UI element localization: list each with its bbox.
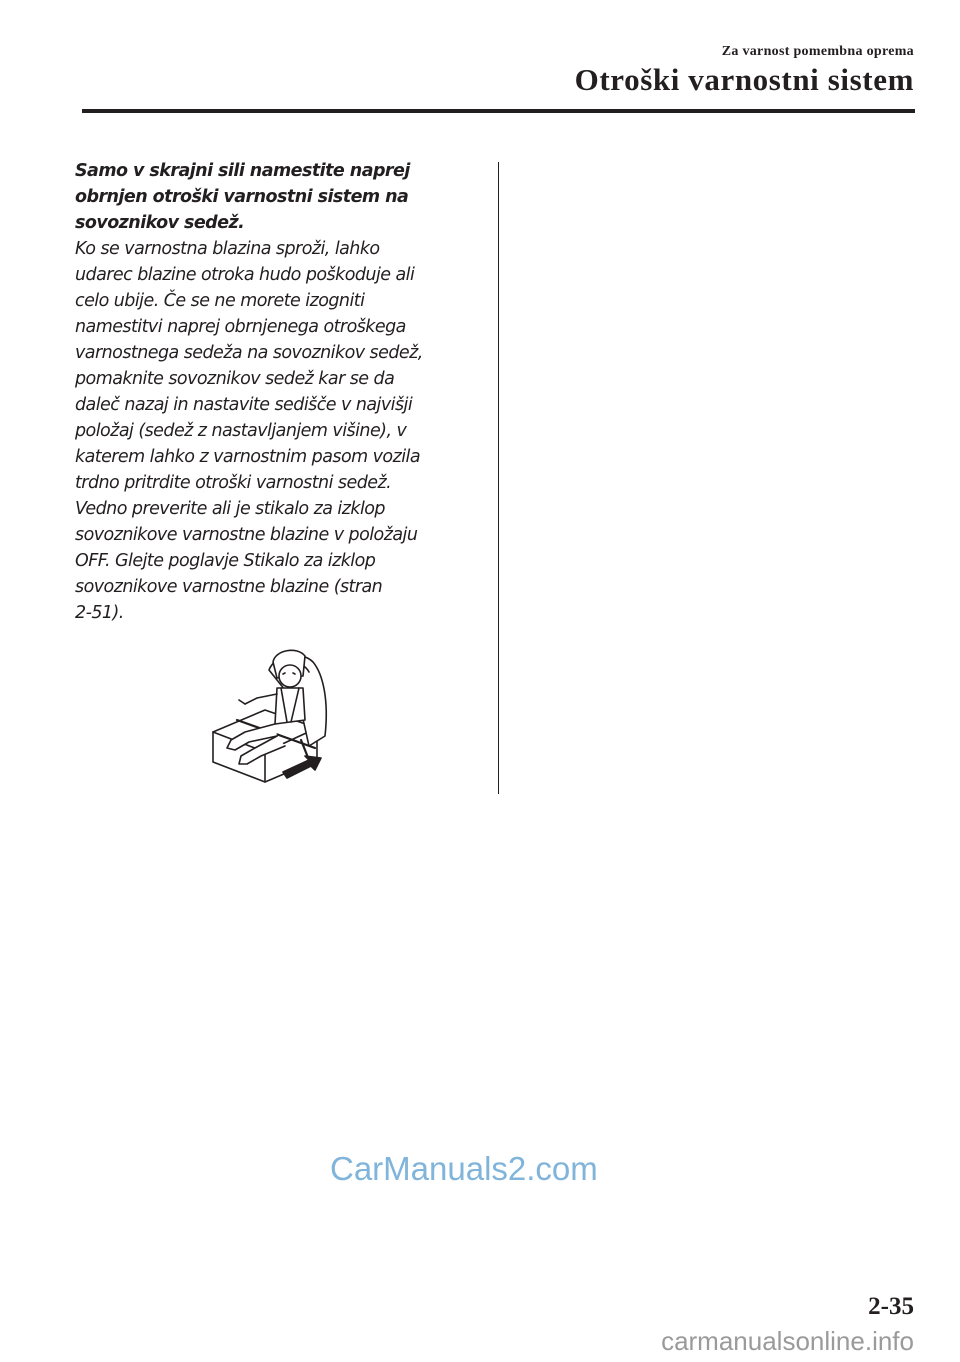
column-divider [498, 162, 499, 794]
warning-body: Ko se varnostna blazina sproži, lahko udarec blazine otroka hudo poškoduje ali celo ubije. Če se ne morete izogniti namestitvi naprej obrnjenega otroškega varnostnega sedeža na sovoznikov sedež, pomaknite sovoznikov sedež kar se da daleč nazaj in nastavite sedišče v najvišji položaj (sedež z nastavljanjem višine), v katerem lahko z varnostnim pasom vozila trdno pritrdite otroški varnostni sedež. Vedno preverite ali je stikalo za izklop sovoznikove varnostne blazine v položaju OFF. Glejte poglavje Stikalo za izklop sovoznikove varnostne blazine (stran 2-51). [75, 239, 423, 623]
page-number: 2-35 [868, 1293, 914, 1320]
child-seat-forward-facing-icon [205, 640, 345, 790]
warning-column [75, 158, 475, 626]
warning-heading: Samo v skrajni sili namestite naprej obrnjen otroški varnostni sistem na sovoznikov sedež. [75, 161, 410, 233]
page-title: Otroški varnostni sistem [574, 62, 914, 97]
watermark: CarManuals2.com [330, 1150, 598, 1187]
header-rule [82, 109, 915, 113]
header-subtitle: Za varnost pomembna oprema [721, 44, 914, 59]
child-seat-illustration [205, 640, 345, 790]
footer-site: carmanualsonline.info [661, 1326, 914, 1356]
